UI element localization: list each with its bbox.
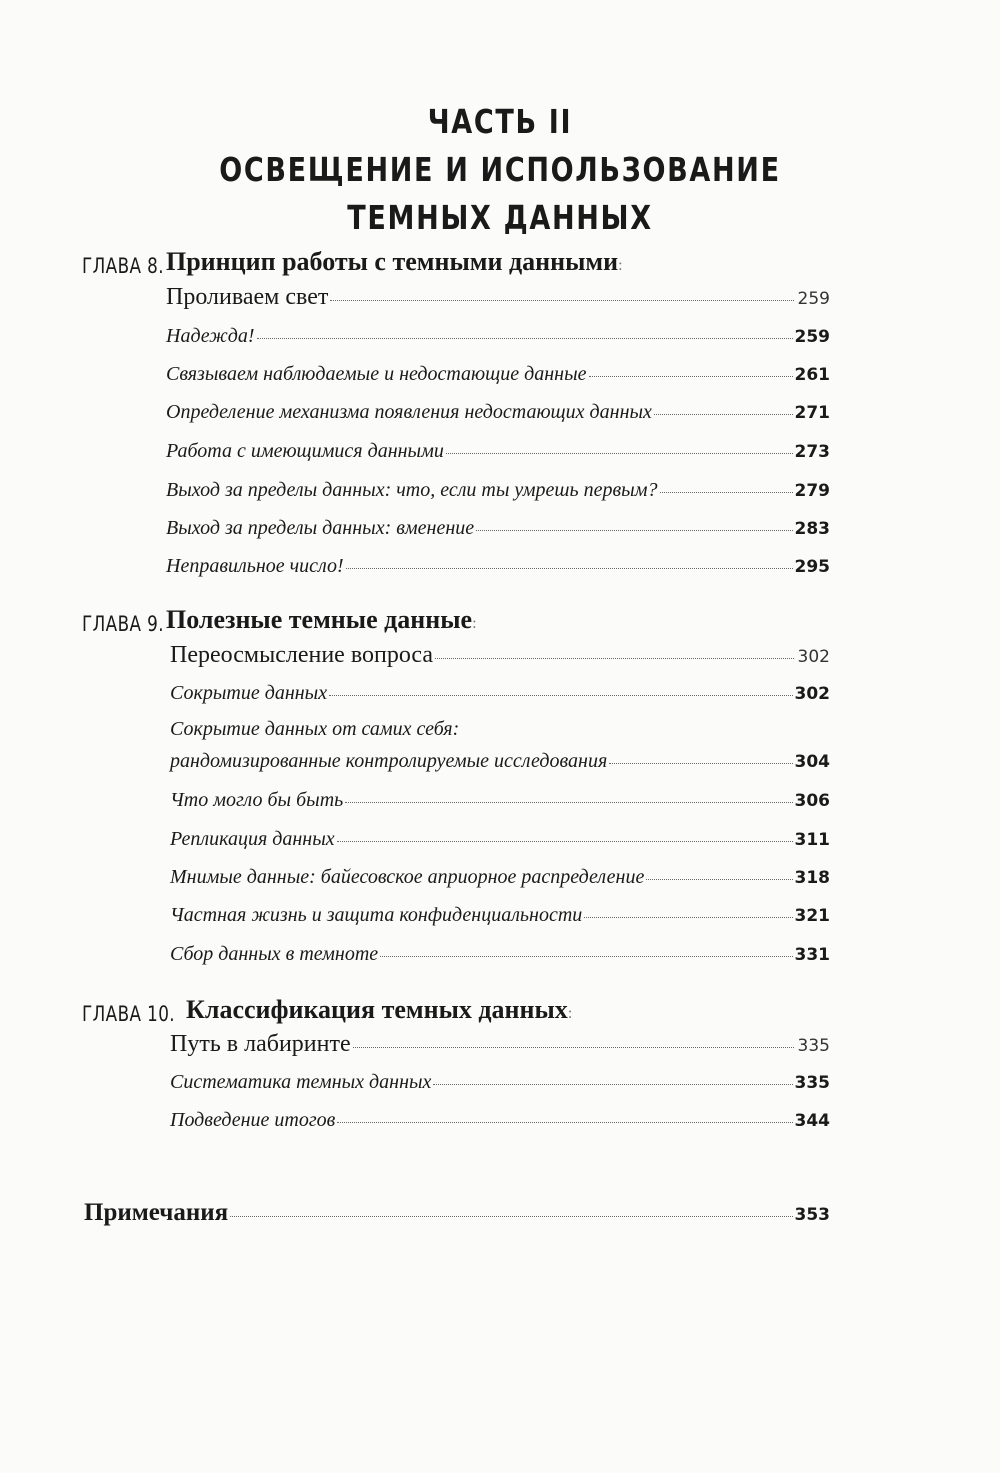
toc-entry-title: Выход за пределы данных: вменение [166,517,475,539]
toc-entry-title: Сокрытие данных [170,682,328,704]
toc-entry-page: 344 [794,1111,830,1131]
toc-entry-page: 304 [794,752,830,772]
dot-leader [584,917,792,918]
toc-entry-page: 331 [794,945,830,965]
toc-entry[interactable] [166,325,830,348]
dot-leader [646,879,792,880]
toc-entry-title: Систематика темных данных [170,1071,432,1093]
toc-entry-page: 271 [794,403,830,423]
toc-entry[interactable] [166,555,830,578]
toc-entry[interactable] [166,440,830,463]
toc-entry-title: Работа с имеющимися данными [166,440,444,462]
toc-entry[interactable] [170,642,830,669]
chapter-10-label: ГЛАВА 10. [82,1002,176,1026]
toc-entry-page: 302 [794,684,830,704]
dot-leader [609,763,792,764]
toc-entry-page: 321 [794,906,830,926]
dot-leader [346,568,793,569]
toc-entry-title: Надежда! [166,325,255,347]
toc-entry-page: 259 [797,289,830,309]
toc-entry-title: Связываем наблюдаемые и недостающие данные [166,363,587,385]
toc-entry-title: Выход за пределы данных: что, если ты умрешь первым? [166,479,658,501]
toc-entry-title: Путь в лабиринте [170,1031,351,1057]
toc-entry-page: 318 [794,868,830,888]
chapter-9-title[interactable]: Полезные темные данные: [166,605,477,634]
toc-entry-title: Репликация данных [170,828,335,850]
toc-entry-title: Подведение итогов [170,1109,336,1131]
toc-entry[interactable] [166,363,830,386]
toc-entry[interactable] [170,789,830,812]
toc-entry[interactable] [170,943,830,966]
chapter-10-title[interactable]: Классификация темных данных: [186,995,573,1024]
dot-leader [337,1122,792,1123]
toc-entry-page: 302 [797,647,830,667]
toc-entry[interactable] [166,479,830,502]
dot-leader [337,841,793,842]
toc-entry-title: Переосмысление вопроса [170,642,434,668]
toc-entry-page: 261 [794,365,830,385]
toc-entry-page: 295 [794,557,830,577]
toc-entry[interactable] [170,750,830,773]
part-title [90,98,910,242]
dot-leader [353,1047,794,1048]
dot-leader [330,300,794,301]
dot-leader [446,453,793,454]
toc-entry-page: 279 [794,481,830,501]
dot-leader [345,802,792,803]
toc-entry-page: 259 [794,327,830,347]
dot-leader [329,695,792,696]
toc-entry-page: 283 [794,519,830,539]
dot-leader [257,338,793,339]
toc-entry-page: 311 [794,830,830,850]
toc-entry[interactable] [170,1031,830,1058]
chapter-9-label: ГЛАВА 9. [82,612,164,636]
toc-entry[interactable] [170,828,830,851]
dot-leader [589,376,793,377]
toc-entry-title: рандомизированные контролируемые исследования [170,750,608,772]
chapter-8-title[interactable]: Принцип работы с темными данными: [166,247,623,276]
toc-entry[interactable] [170,904,830,927]
toc-entry[interactable] [166,401,830,424]
dot-leader [380,956,792,957]
notes-title: Примечания [84,1199,229,1226]
chapter-8-label: ГЛАВА 8. [82,254,164,278]
part-name-line-1: ОСВЕЩЕНИЕ И ИСПОЛЬЗОВАНИЕ [219,150,781,189]
toc-entry[interactable] [166,517,830,540]
toc-entry-notes[interactable] [84,1199,830,1227]
part-name-line-2: ТЕМНЫХ ДАННЫХ [347,198,653,237]
dot-leader [435,658,794,659]
toc-entry-page: 273 [794,442,830,462]
dot-leader [230,1216,792,1217]
part-number: ЧАСТЬ II [427,102,573,141]
toc-entry-title: Неправильное число! [166,555,344,577]
toc-entry[interactable] [170,1071,830,1094]
toc-entry-page: 335 [797,1036,830,1056]
toc-entry-page: 335 [794,1073,830,1093]
toc-entry-title: Проливаем свет [166,284,329,310]
toc-entry-title: Мнимые данные: байесовское априорное распределение [170,866,645,888]
toc-entry-title: Что могло бы быть [170,789,344,811]
toc-entry-title: Сбор данных в темноте [170,943,379,965]
notes-page: 353 [794,1205,830,1225]
dot-leader [660,492,793,493]
toc-entry-title-line-1: Сокрытие данных от самих себя: [170,718,460,740]
toc-entry-page: 306 [794,791,830,811]
toc-entry-title: Частная жизнь и защита конфиденциальности [170,904,583,926]
toc-entry[interactable] [166,284,830,311]
dot-leader [433,1084,792,1085]
dot-leader [654,414,793,415]
dot-leader [476,530,792,531]
toc-entry[interactable] [170,866,830,889]
toc-entry[interactable] [170,682,830,705]
toc-entry[interactable] [170,1109,830,1132]
toc-entry-title: Определение механизма появления недостающих данных [166,401,652,423]
